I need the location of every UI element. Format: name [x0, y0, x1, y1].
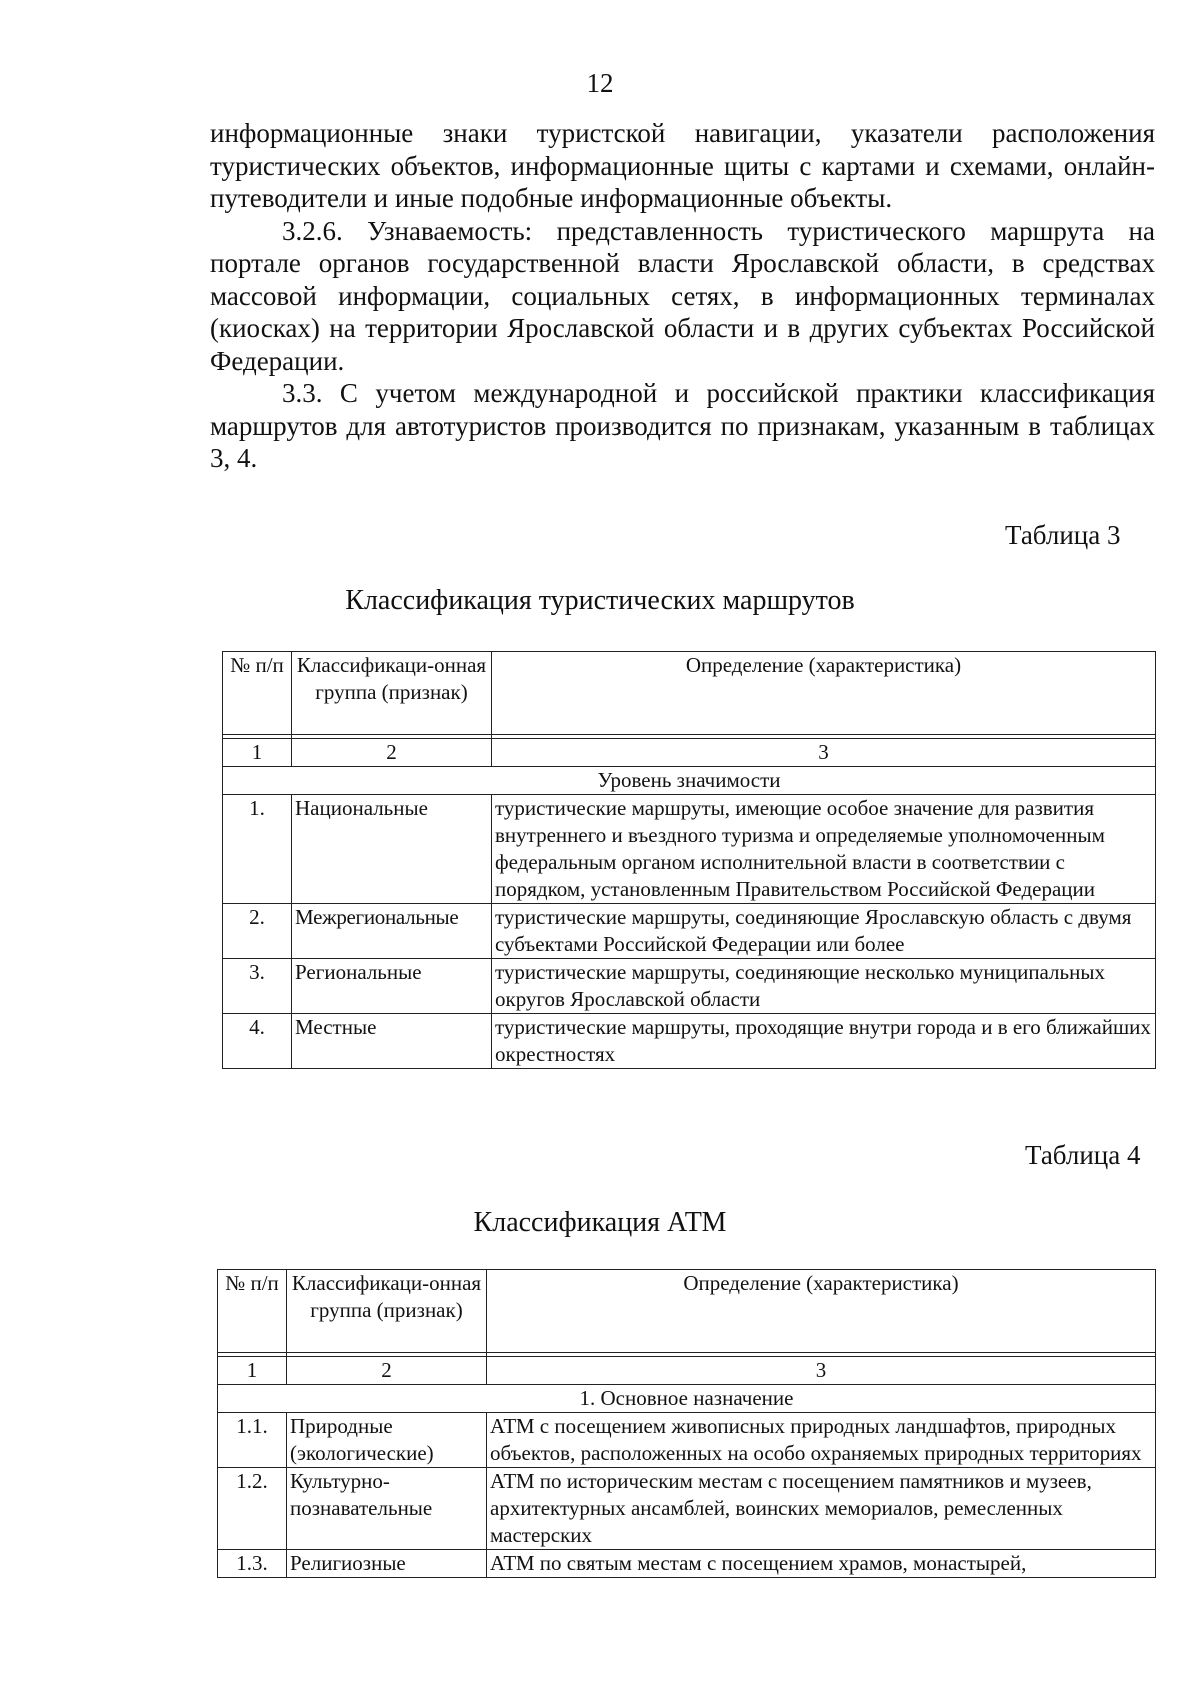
- table4-header-row: [218, 1270, 1156, 1353]
- table4-label: Таблица 4: [1025, 1140, 1141, 1170]
- row-number: 4.: [223, 1014, 292, 1069]
- page-number: 12: [586, 68, 614, 98]
- row-group: Природные (экологические): [287, 1413, 487, 1468]
- table3-title: Классификация туристических маршрутов: [345, 585, 855, 616]
- body-text: [210, 117, 1155, 475]
- row-group: Религиозные: [287, 1550, 487, 1578]
- table3-section-row: [223, 767, 1156, 795]
- row-group: Национальные: [292, 795, 492, 904]
- table-row: [223, 795, 1156, 904]
- table3-header-definition: Определение (характеристика): [492, 652, 1156, 735]
- table-row: [218, 1550, 1156, 1578]
- row-number: 3.: [223, 959, 292, 1014]
- row-number: 2.: [223, 904, 292, 959]
- row-group: Культурно-познавательные: [287, 1468, 487, 1550]
- table3-header-row: [223, 652, 1156, 735]
- table4-header-group: Классификаци-онная группа (признак): [287, 1270, 487, 1353]
- table4-col-number-3: 3: [487, 1357, 1156, 1385]
- table4: [217, 1269, 1156, 1578]
- row-definition: туристические маршруты, соединяющие Ярославскую область с двумя субъектами Российской Федерации или более: [492, 904, 1156, 959]
- table3-column-numbers: [223, 739, 1156, 767]
- table-row: [218, 1468, 1156, 1550]
- paragraph-2: 3.2.6. Узнаваемость: представленность туристического маршрута на портале органов государственной власти Ярославской области, в средствах массовой информации, социальных сетях, в информационных терминалах (киосках) на территории Ярославской области и в других субъектах Российской Федерации.: [210, 215, 1155, 376]
- table4-header-num: № п/п: [218, 1270, 287, 1353]
- table-row: [223, 1014, 1156, 1069]
- table3: [222, 651, 1156, 1069]
- row-definition: АТМ по святым местам с посещением храмов, монастырей,: [487, 1550, 1156, 1578]
- row-number: 1.1.: [218, 1413, 287, 1468]
- table3-col-number-1: 1: [223, 739, 292, 767]
- row-definition: АТМ по историческим местам с посещением памятников и музеев, архитектурных ансамблей, воинских мемориалов, ремесленных мастерских: [487, 1468, 1156, 1550]
- row-number: 1.3.: [218, 1550, 287, 1578]
- table-row: [223, 904, 1156, 959]
- table3-col-number-2: 2: [292, 739, 492, 767]
- table3-label: Таблица 3: [1005, 520, 1121, 550]
- row-definition: туристические маршруты, проходящие внутри города и в его ближайших окрестностях: [492, 1014, 1156, 1069]
- row-group: Региональные: [292, 959, 492, 1014]
- row-number: 1.2.: [218, 1468, 287, 1550]
- table3-header-num: № п/п: [223, 652, 292, 735]
- table4-section-row: [218, 1385, 1156, 1413]
- table3-header-group: Классификаци-онная группа (признак): [292, 652, 492, 735]
- row-group: Межрегиональные: [292, 904, 492, 959]
- table3-col-number-3: 3: [492, 739, 1156, 767]
- table4-col-number-1: 1: [218, 1357, 287, 1385]
- row-definition: АТМ с посещением живописных природных ландшафтов, природных объектов, расположенных на особо охраняемых природных территориях: [487, 1413, 1156, 1468]
- row-definition: туристические маршруты, соединяющие несколько муниципальных округов Ярославской области: [492, 959, 1156, 1014]
- row-definition: туристические маршруты, имеющие особое значение для развития внутреннего и въездного туризма и определяемые уполномоченным федеральным органом исполнительной власти в соответствии с порядком, установленным Правительством Российской Федерации: [492, 795, 1156, 904]
- table4-header-definition: Определение (характеристика): [487, 1270, 1156, 1353]
- table4-section: 1. Основное назначение: [218, 1385, 1156, 1413]
- paragraph-3: 3.3. С учетом международной и российской практики классификация маршрутов для автотуристов производится по признакам, указанным в таблицах 3, 4.: [210, 378, 1155, 473]
- table3-section: Уровень значимости: [223, 767, 1156, 795]
- table4-col-number-2: 2: [287, 1357, 487, 1385]
- row-number: 1.: [223, 795, 292, 904]
- table-row: [223, 959, 1156, 1014]
- paragraph-1: информационные знаки туристской навигации, указатели расположения туристических объектов, информационные щиты с картами и схемами, онлайн-путеводители и иные подобные информационные объекты.: [210, 118, 1155, 213]
- row-group: Местные: [292, 1014, 492, 1069]
- table4-column-numbers: [218, 1357, 1156, 1385]
- table-row: [218, 1413, 1156, 1468]
- table4-title: Классификация АТМ: [473, 1207, 727, 1238]
